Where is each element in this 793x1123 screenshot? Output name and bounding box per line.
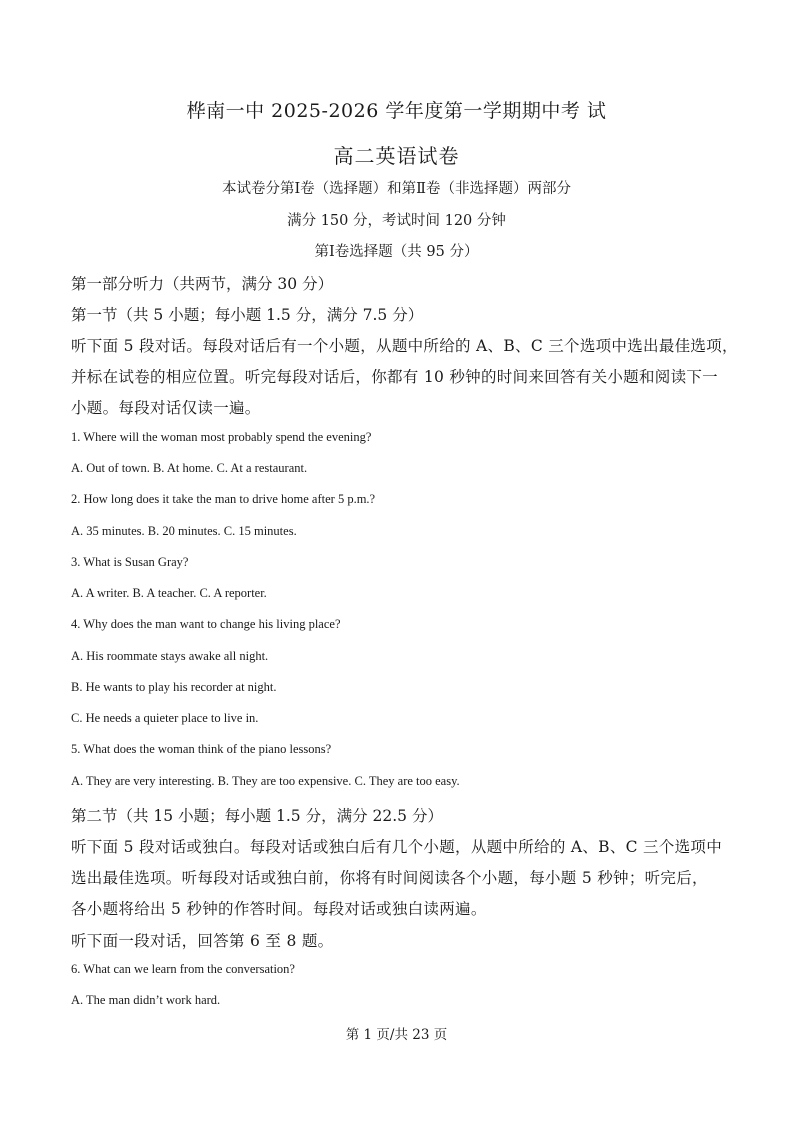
section-two-instruction-line: 选出最佳选项。听每段对话或独白前，你将有时间阅读各个小题，每小题 5 秒钟；听完后，	[71, 869, 708, 887]
exam-title: 桦南一中 2025-2026 学年度第一学期期中考 试	[186, 100, 607, 122]
question-2-options: A. 35 minutes. B. 20 minutes. C. 15 minutes.	[71, 524, 297, 538]
exam-subtitle: 高二英语试卷	[333, 144, 460, 168]
question-4-option-b: B. He wants to play his recorder at night.	[71, 680, 277, 694]
structure-note: 本试卷分第Ⅰ卷（选择题）和第Ⅱ卷（非选择题）两部分	[221, 181, 572, 197]
section-two-instruction-line: 听下面 5 段对话或独白。每段对话或独白后有几个小题，从题中所给的 A、B、C 三个选项中	[71, 838, 723, 856]
question-1: 1. Where will the woman most probably spend the evening?	[71, 430, 372, 444]
question-3: 3. What is Susan Gray?	[71, 555, 189, 569]
dialogue-prompt: 听下面一段对话，回答第 6 至 8 题。	[71, 932, 334, 950]
question-4: 4. Why does the man want to change his living place?	[71, 617, 341, 631]
question-4-option-c: C. He needs a quieter place to live in.	[71, 711, 259, 725]
question-6: 6. What can we learn from the conversation?	[71, 962, 295, 976]
question-1-options: A. Out of town. B. At home. C. At a restaurant.	[71, 461, 308, 475]
question-4-option-a: A. His roommate stays awake all night.	[71, 649, 269, 663]
question-6-option-a: A. The man didn’t work hard.	[71, 993, 221, 1007]
question-3-options: A. A writer. B. A teacher. C. A reporter.	[71, 586, 267, 600]
volume-one-heading: 第Ⅰ卷选择题（共 95 分）	[314, 244, 479, 260]
section-two-instruction-line: 各小题将给出 5 秒钟的作答时间。每段对话或独白读两遍。	[71, 900, 487, 918]
section-one-instruction-line: 并标在试卷的相应位置。听完每段对话后，你都有 10 秒钟的时间来回答有关小题和阅读下一	[71, 368, 718, 386]
section-one-instruction-line: 听下面 5 段对话。每段对话后有一个小题，从题中所给的 A、B、C 三个选项中选出最佳选项，	[71, 337, 738, 355]
page-number: 第 1 页/共 23 页	[345, 1027, 448, 1043]
question-5: 5. What does the woman think of the piano lessons?	[71, 742, 332, 756]
section-one-heading: 第一节（共 5 小题；每小题 1.5 分，满分 7.5 分）	[71, 306, 424, 324]
section-two-heading: 第二节（共 15 小题；每小题 1.5 分，满分 22.5 分）	[71, 807, 443, 825]
question-5-options: A. They are very interesting. B. They are too expensive. C. They are too easy.	[71, 774, 460, 788]
section-one-instruction-line: 小题。每段对话仅读一遍。	[71, 399, 261, 417]
question-2: 2. How long does it take the man to drive home after 5 p.m.?	[71, 492, 376, 506]
part-one-heading: 第一部分听力（共两节，满分 30 分）	[71, 275, 334, 293]
score-time-note: 满分 150 分，考试时间 120 分钟	[287, 213, 506, 229]
